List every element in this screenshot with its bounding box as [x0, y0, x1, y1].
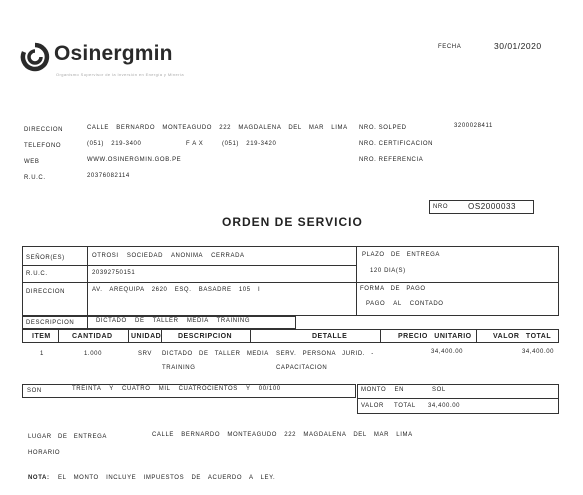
lugar-entrega-value: CALLE BERNARDO MONTEAGUDO 222 MAGDALENA DEL MAR LIMA: [152, 432, 413, 438]
supplier-ruc-label: R.U.C.: [26, 271, 48, 277]
row-valor-total: 34,400.00: [522, 349, 555, 355]
company-web-value: WWW.OSINERGMIN.GOB.PE: [87, 157, 182, 163]
descripcion-value: DICTADO DE TALLER MEDIA TRAINING: [96, 318, 251, 324]
row-precio-unitario: 34,400.00: [431, 349, 464, 355]
lugar-entrega-label: LUGAR DE ENTREGA: [28, 434, 107, 440]
company-direccion-value: CALLE BERNARDO MONTEAGUDO 222 MAGDALENA DEL MAR LIMA: [87, 125, 348, 131]
row-detalle-line2: CAPACITACION: [276, 365, 328, 371]
nro-certificacion-label: NRO. CERTIFICACION: [359, 141, 434, 147]
col-header-precio-unitario: PRECIO UNITARIO: [398, 333, 472, 340]
order-nro-label: NRO: [433, 204, 449, 210]
fecha-value: 30/01/2020: [494, 41, 542, 51]
row-detalle-line1: SERV. PERSONA JURID. -: [276, 351, 374, 357]
header-col-divider: [250, 329, 251, 343]
row-descripcion-line1: DICTADO DE TALLER MEDIA: [162, 351, 269, 357]
supplier-col-divider: [356, 246, 357, 316]
company-fax-label: F A X: [186, 141, 204, 147]
nro-solped-label: NRO. SOLPED: [359, 125, 407, 131]
col-header-detalle: DETALLE: [312, 333, 348, 340]
nota-value: EL MONTO INCLUYE IMPUESTOS DE ACUERDO A LEY.: [58, 475, 276, 481]
header-col-divider: [380, 329, 381, 343]
valor-total-label: VALOR TOTAL: [361, 403, 416, 409]
son-label: SON: [27, 388, 42, 394]
col-header-item: ITEM: [32, 333, 51, 340]
supplier-direccion-label: DIRECCION: [26, 289, 66, 295]
company-ruc-value: 20376082114: [87, 173, 130, 179]
supplier-row-divider: [22, 265, 356, 266]
forma-pago-label: FORMA DE PAGO: [360, 286, 426, 292]
horario-label: HORARIO: [28, 450, 61, 456]
header-col-divider: [476, 329, 477, 343]
header-col-divider: [58, 329, 59, 343]
company-fax-value: (051) 219-3420: [222, 141, 277, 147]
nro-referencia-label: NRO. REFERENCIA: [359, 157, 424, 163]
brand-name: Osinergmin: [54, 42, 173, 65]
row-descripcion-line2: TRAINING: [162, 365, 196, 371]
row-item: 1: [40, 351, 44, 357]
monto-label: MONTO EN: [361, 387, 405, 393]
supplier-direccion-value: AV. AREQUIPA 2620 ESQ. BASADRE 105 I: [92, 287, 261, 293]
supplier-ruc-value: 20392750151: [92, 270, 136, 276]
descripcion-divider: [87, 316, 88, 329]
supplier-col-divider: [87, 246, 88, 316]
descripcion-label: DESCRIPCION: [26, 320, 75, 326]
header-col-divider: [128, 329, 129, 343]
company-ruc-label: R.U.C.: [24, 175, 46, 181]
forma-pago-value: PAGO AL CONTADO: [366, 301, 444, 307]
row-unidad: SRV: [138, 351, 153, 357]
nota-label: NOTA:: [28, 475, 50, 481]
supplier-row-divider: [22, 282, 559, 283]
row-cantidad: 1.000: [84, 351, 103, 357]
logo-swirl-icon: [20, 42, 50, 72]
supplier-senores-value: OTROSI SOCIEDAD ANONIMA CERRADA: [92, 253, 245, 259]
supplier-senores-label: SEÑOR(ES): [26, 255, 65, 261]
company-telefono-label: TELEFONO: [24, 143, 62, 149]
company-direccion-label: DIRECCION: [24, 127, 64, 133]
page-title: ORDEN DE SERVICIO: [222, 215, 363, 229]
valor-total-value: 34,400.00: [428, 403, 461, 409]
fecha-label: FECHA: [438, 44, 462, 50]
company-telefono-value: (051) 219-3400: [87, 141, 142, 147]
osinergmin-logo: [20, 40, 195, 80]
nro-solped-value: 3200028411: [454, 123, 493, 129]
brand-tagline: Organismo Supervisor de la Inversión en Energía y Minería: [56, 72, 184, 77]
col-header-valor-total: VALOR TOTAL: [493, 333, 552, 340]
plazo-entrega-value: 120 DIA(S): [370, 268, 406, 274]
col-header-descripcion: DESCRIPCION: [178, 333, 233, 340]
son-value: TREINTA Y CUATRO MIL CUATROCIENTOS Y 00/100: [72, 386, 281, 392]
totals-row-divider: [357, 398, 559, 399]
col-header-cantidad: CANTIDAD: [72, 333, 113, 340]
order-nro-value: OS2000033: [468, 202, 517, 211]
plazo-entrega-label: PLAZO DE ENTREGA: [362, 252, 440, 258]
monto-value: SOL: [432, 387, 446, 393]
col-header-unidad: UNIDAD: [131, 333, 162, 340]
company-web-label: WEB: [24, 159, 40, 165]
